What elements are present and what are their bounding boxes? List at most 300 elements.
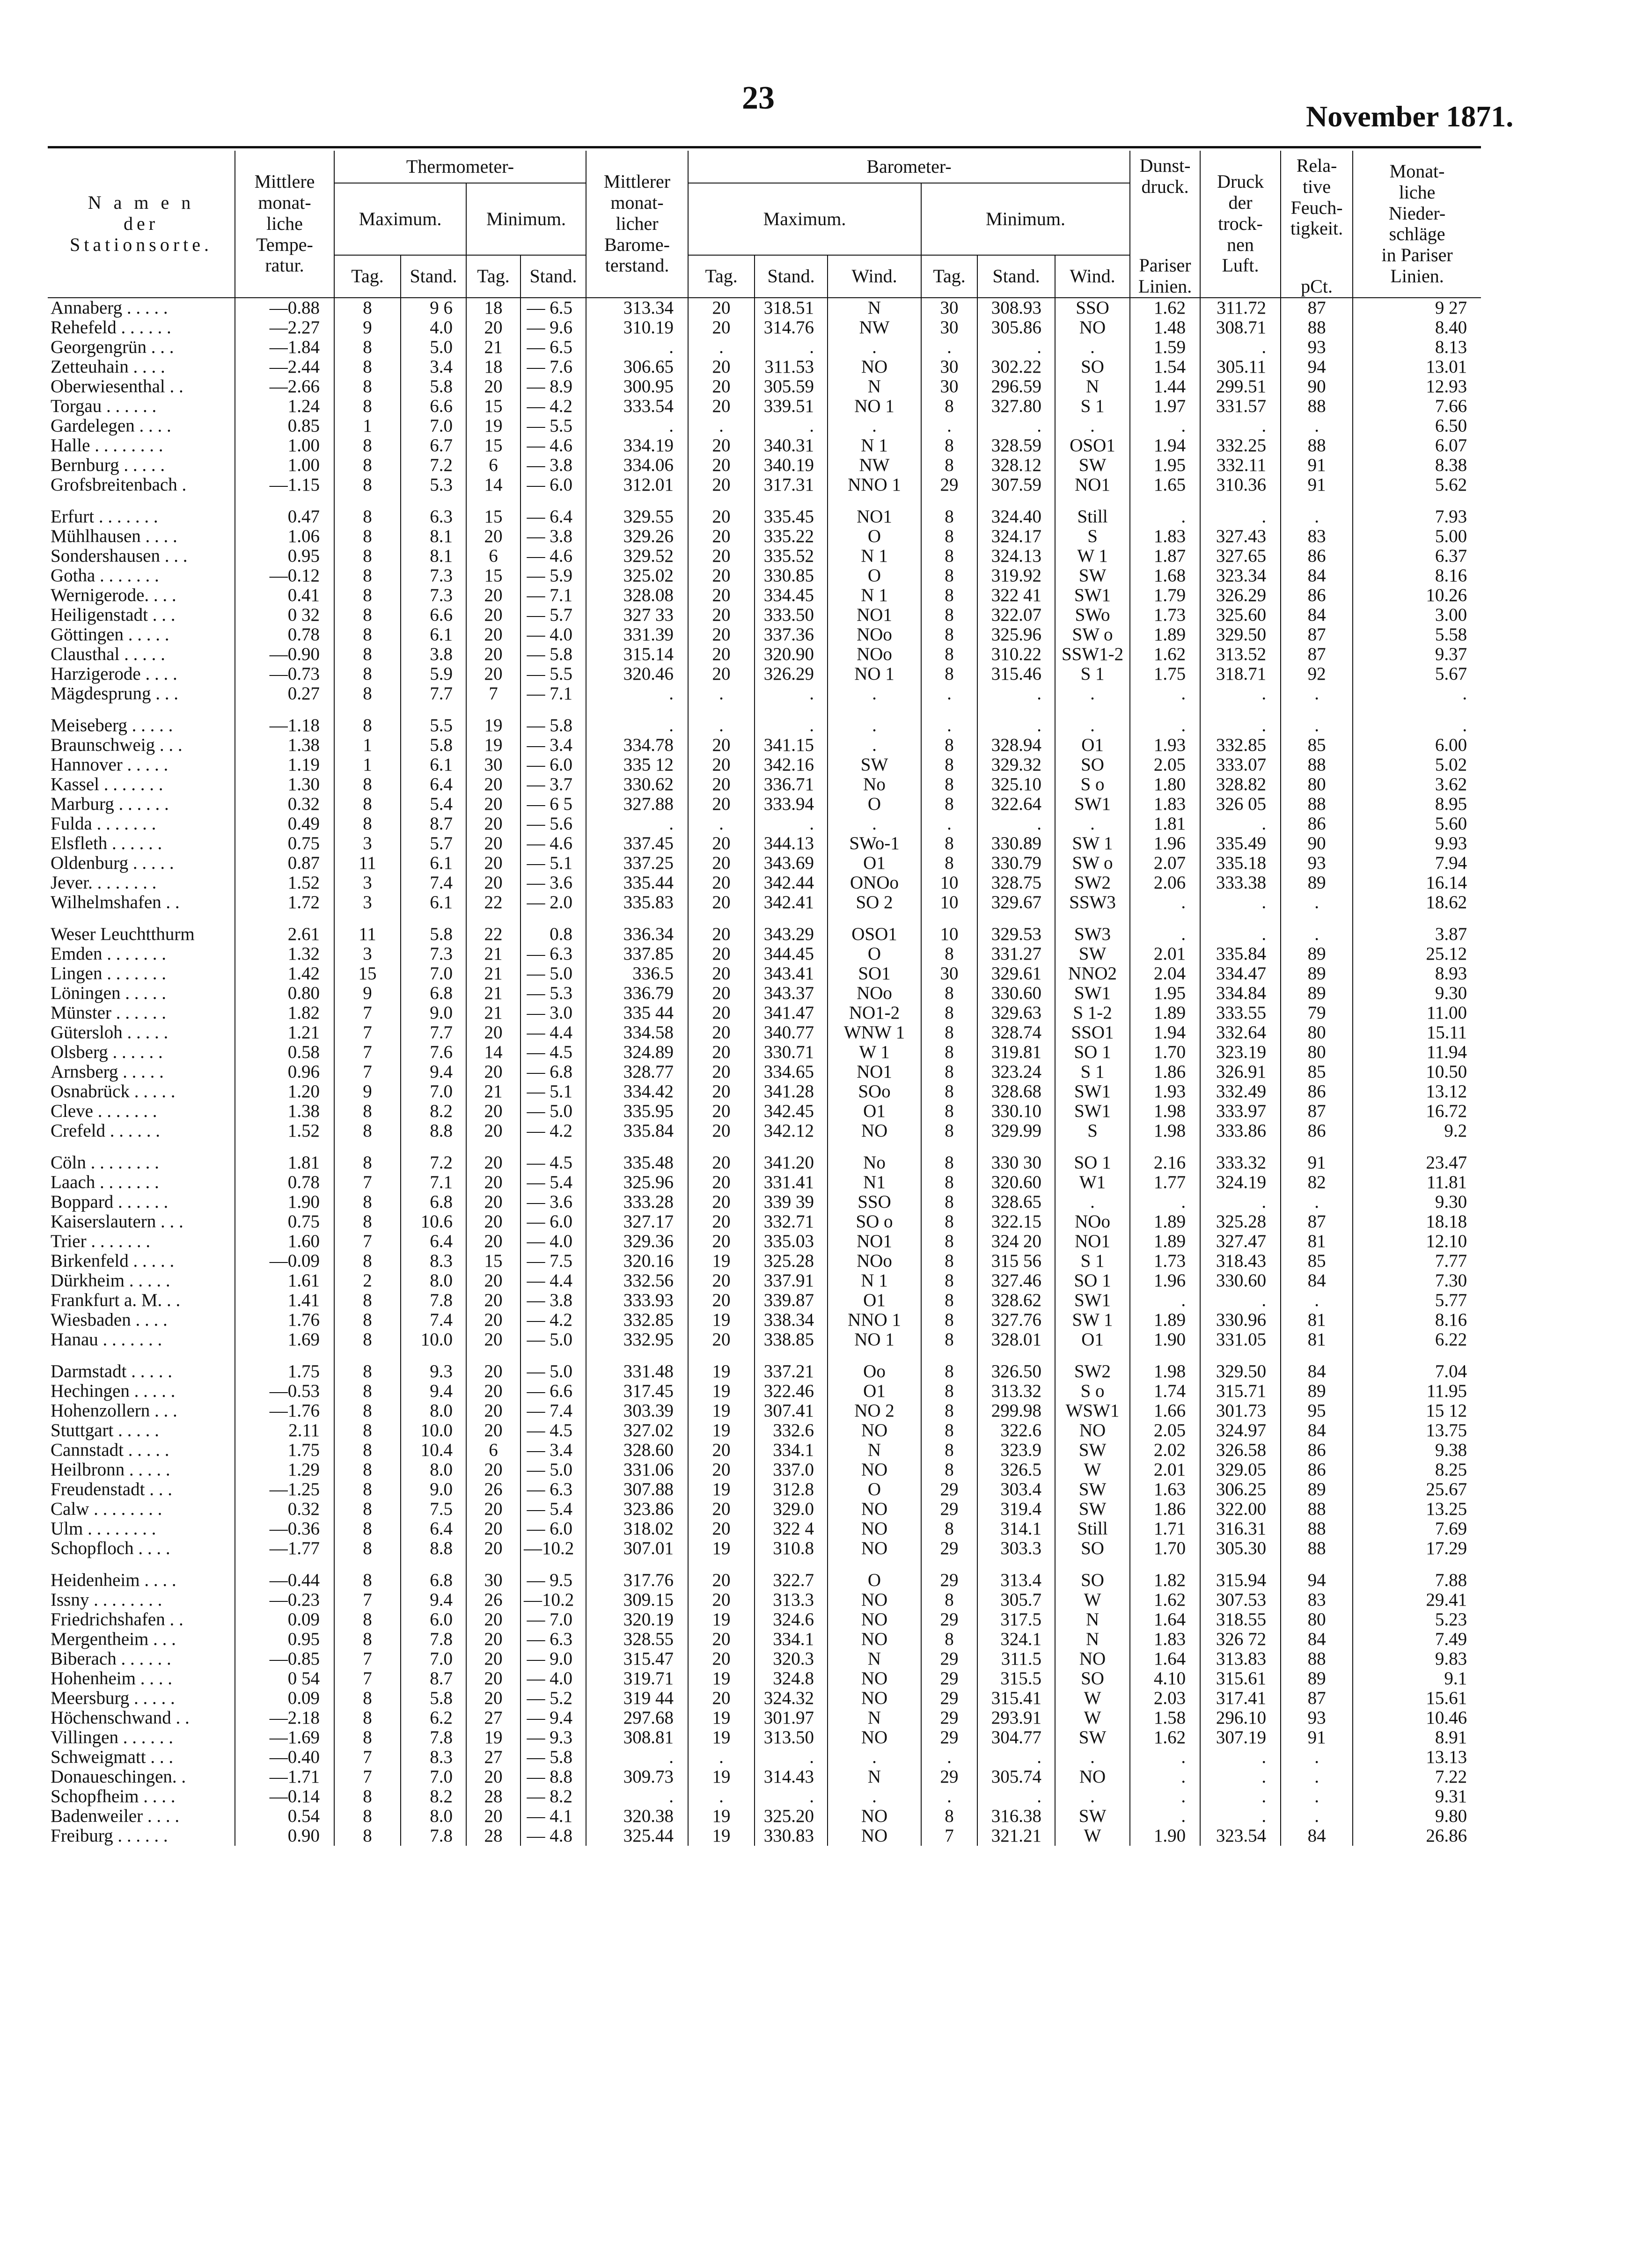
table-cell: 8: [921, 1121, 977, 1141]
table-cell: 306.25: [1200, 1480, 1281, 1499]
header-dry-pressure-label: Druck der trock- nen Luft.: [1217, 171, 1264, 276]
table-cell: .: [828, 814, 921, 834]
table-cell: O: [828, 1571, 921, 1590]
table-cell: — 5.1: [520, 1082, 586, 1101]
table-cell: 327.65: [1200, 546, 1281, 566]
table-cell: 0.32: [235, 794, 334, 814]
table-cell: SWo-1: [828, 834, 921, 853]
station-name: Jever. . . . . . . .: [51, 873, 157, 893]
table-row: [48, 1192, 1481, 1212]
table-cell: ONOo: [828, 873, 921, 893]
table-cell: 328.59: [977, 436, 1055, 455]
spacer-cell: [1055, 1558, 1130, 1571]
table-cell: NO 1: [828, 664, 921, 684]
table-cell: 341.28: [755, 1082, 828, 1101]
table-cell: No: [828, 775, 921, 794]
table-cell: .: [1200, 338, 1281, 357]
table-cell: SW: [1055, 1440, 1130, 1460]
table-cell: 6.8: [401, 1192, 466, 1212]
table-row: [48, 357, 1481, 377]
table-cell: 20: [466, 377, 520, 396]
station-name: Erfurt . . . . . . .: [51, 506, 158, 527]
table-cell: 20: [688, 873, 755, 893]
table-row: [48, 396, 1481, 416]
station-name: Zetteuhain . . . .: [51, 357, 165, 377]
table-cell: 1.71: [1130, 1519, 1200, 1539]
table-cell: 319.4: [977, 1499, 1055, 1519]
table-cell: 7.7: [401, 1023, 466, 1042]
table-cell: 1.93: [1130, 1082, 1200, 1101]
table-cell: 20: [688, 625, 755, 645]
table-cell: 8: [921, 1460, 977, 1480]
table-cell: 20: [688, 1271, 755, 1291]
table-cell: — 5.4: [520, 1499, 586, 1519]
table-cell: — 6.5: [520, 298, 586, 318]
table-cell: 339.87: [755, 1291, 828, 1310]
table-cell: .: [1200, 1747, 1281, 1767]
table-cell: 1.89: [1130, 1003, 1200, 1023]
table-cell: 320.90: [755, 645, 828, 664]
table-cell: .: [1130, 1291, 1200, 1310]
table-cell: 2.02: [1130, 1440, 1200, 1460]
table-cell: 335.48: [586, 1153, 688, 1173]
table-cell: — 7.1: [520, 684, 586, 704]
header-thermo-min-label: Minimum.: [486, 208, 566, 229]
table-cell: 9.0: [401, 1003, 466, 1023]
table-cell: 333.93: [586, 1291, 688, 1310]
table-cell: .: [921, 416, 977, 436]
table-cell: — 7.6: [520, 357, 586, 377]
table-cell: 20: [466, 527, 520, 546]
table-cell: 20: [688, 893, 755, 912]
table-row: [48, 1062, 1481, 1082]
table-cell: 8: [334, 455, 401, 475]
table-cell: 1.69: [235, 1330, 334, 1350]
table-cell: 8: [921, 527, 977, 546]
table-cell: 309.15: [586, 1590, 688, 1610]
table-cell: 324.17: [977, 527, 1055, 546]
table-cell: 323.24: [977, 1062, 1055, 1082]
table-cell: 14: [466, 1042, 520, 1062]
table-cell: 337.25: [586, 853, 688, 873]
table-cell: 323.19: [1200, 1042, 1281, 1062]
table-cell: 8: [921, 853, 977, 873]
header-station-label: N a m e n der Stationsorte.: [69, 192, 213, 255]
spacer-cell: [1353, 495, 1481, 507]
header-thermometer-label: Thermometer-: [406, 155, 514, 177]
spacer-cell: [1281, 704, 1353, 716]
table-cell: 20: [688, 475, 755, 495]
table-cell: — 6.0: [520, 755, 586, 775]
table-cell: — 3.6: [520, 873, 586, 893]
station-name: Torgau . . . . . .: [51, 396, 157, 416]
table-cell: 0.09: [235, 1688, 334, 1708]
table-cell: 85: [1281, 735, 1353, 755]
table-cell: 1.64: [1130, 1610, 1200, 1629]
table-cell: 8: [921, 1042, 977, 1062]
table-cell: 311.53: [755, 357, 828, 377]
table-cell: 343.41: [755, 964, 828, 984]
table-cell: 6.22: [1353, 1330, 1481, 1350]
table-cell: 320.16: [586, 1251, 688, 1271]
table-cell: 29: [921, 1728, 977, 1747]
table-cell: O1: [1055, 1330, 1130, 1350]
table-cell: OSO1: [1055, 436, 1130, 455]
table-cell: 30: [921, 964, 977, 984]
table-cell: SSO1: [1055, 1023, 1130, 1042]
table-cell: NW: [828, 455, 921, 475]
table-row: [48, 475, 1481, 495]
table-cell: 8.0: [401, 1460, 466, 1480]
station-name: Annaberg . . . . .: [51, 297, 168, 318]
table-cell: 1.48: [1130, 318, 1200, 338]
table-cell: 329.26: [586, 527, 688, 546]
table-row: [48, 1401, 1481, 1421]
table-cell: 8: [334, 298, 401, 318]
table-cell: 322.64: [977, 794, 1055, 814]
table-cell: 1.30: [235, 775, 334, 794]
station-name: Osnabrück . . . . .: [51, 1081, 176, 1101]
table-row: [48, 1003, 1481, 1023]
table-cell: 326 05: [1200, 794, 1281, 814]
table-cell: 20: [466, 1381, 520, 1401]
table-row: [48, 1480, 1481, 1499]
spacer-cell: [1200, 704, 1281, 716]
spacer-cell: [977, 1558, 1055, 1571]
table-cell: .: [1130, 684, 1200, 704]
table-cell: 330.89: [977, 834, 1055, 853]
table-cell: 3.62: [1353, 775, 1481, 794]
table-cell: 22: [466, 893, 520, 912]
table-cell: 8.1: [401, 527, 466, 546]
table-cell: 1.73: [1130, 1251, 1200, 1271]
station-name: Wiesbaden . . . .: [51, 1310, 168, 1330]
table-cell: 8: [334, 1688, 401, 1708]
table-cell: N: [1055, 377, 1130, 396]
table-row: [48, 1519, 1481, 1539]
table-cell: — 4.0: [520, 1232, 586, 1251]
table-cell: 1.00: [235, 455, 334, 475]
table-cell: .: [1055, 814, 1130, 834]
table-cell: 344.45: [755, 944, 828, 964]
table-cell: 326.50: [977, 1362, 1055, 1381]
table-cell: 20: [688, 546, 755, 566]
table-cell: 336.5: [586, 964, 688, 984]
table-cell: .: [1130, 893, 1200, 912]
table-cell: 1.94: [1130, 1023, 1200, 1042]
table-cell: 20: [466, 1421, 520, 1440]
table-cell: 8: [921, 1381, 977, 1401]
table-cell: 343.29: [755, 925, 828, 944]
table-cell: 20: [688, 1232, 755, 1251]
table-cell: 313.32: [977, 1381, 1055, 1401]
table-cell: 1.62: [1130, 298, 1200, 318]
table-cell: 305.7: [977, 1590, 1055, 1610]
table-cell: 330.85: [755, 566, 828, 586]
table-cell: OSO1: [828, 925, 921, 944]
table-cell: O: [828, 527, 921, 546]
table-cell: .: [586, 814, 688, 834]
table-cell: 3.87: [1353, 925, 1481, 944]
table-cell: 29: [921, 475, 977, 495]
table-cell: 327.88: [586, 794, 688, 814]
table-cell: 1.38: [235, 735, 334, 755]
station-name: Hechingen . . . . .: [51, 1381, 176, 1401]
header-precip-label: Monat- liche Nieder- schläge in Pariser Linien.: [1381, 160, 1453, 286]
spacer-cell: [688, 1350, 755, 1362]
spacer-cell: [466, 495, 520, 507]
table-cell: .: [1281, 925, 1353, 944]
header-mean-temp: [235, 151, 334, 298]
table-cell: 8.13: [1353, 338, 1481, 357]
table-cell: W: [1055, 1708, 1130, 1728]
table-cell: .: [977, 1787, 1055, 1806]
table-cell: .: [1353, 716, 1481, 735]
table-cell: — 4.5: [520, 1421, 586, 1440]
table-row: [48, 1082, 1481, 1101]
table-cell: 325.02: [586, 566, 688, 586]
table-cell: — 4.4: [520, 1023, 586, 1042]
table-cell: NOo: [828, 1251, 921, 1271]
spacer-cell: [688, 495, 755, 507]
table-cell: 7.0: [401, 1649, 466, 1669]
station-name: Cleve . . . . . . .: [51, 1101, 157, 1121]
table-cell: — 9.4: [520, 1708, 586, 1728]
table-cell: 334.1: [755, 1440, 828, 1460]
table-cell: 79: [1281, 1003, 1353, 1023]
table-cell: 9.30: [1353, 1192, 1481, 1212]
table-cell: .: [921, 338, 977, 357]
table-cell: .: [1200, 925, 1281, 944]
table-cell: 305.11: [1200, 357, 1281, 377]
table-cell: S: [1055, 527, 1130, 546]
table-cell: 7.93: [1353, 507, 1481, 527]
table-cell: N 1: [828, 436, 921, 455]
table-cell: 7.0: [401, 416, 466, 436]
header-baro-min: [921, 183, 1130, 255]
table-cell: 325.28: [1200, 1212, 1281, 1232]
table-cell: 9.93: [1353, 834, 1481, 853]
table-cell: 8: [334, 716, 401, 735]
table-cell: .: [586, 338, 688, 357]
table-cell: 20: [688, 944, 755, 964]
table-cell: 20: [688, 1101, 755, 1121]
station-name: Gotha . . . . . . .: [51, 565, 159, 586]
table-cell: 0.78: [235, 625, 334, 645]
table-cell: 1.97: [1130, 396, 1200, 416]
table-cell: 20: [466, 625, 520, 645]
table-cell: 1.44: [1130, 377, 1200, 396]
table-cell: 2.05: [1130, 755, 1200, 775]
table-cell: NO: [828, 1610, 921, 1629]
table-cell: S 1: [1055, 1251, 1130, 1271]
table-cell: 8.40: [1353, 318, 1481, 338]
spacer-cell: [1353, 704, 1481, 716]
table-cell: —0.09: [235, 1251, 334, 1271]
station-name: Heilbronn . . . . .: [51, 1460, 170, 1480]
table-cell: 314.43: [755, 1767, 828, 1787]
spacer-cell: [921, 1350, 977, 1362]
table-cell: 80: [1281, 1042, 1353, 1062]
table-cell: — 6.4: [520, 507, 586, 527]
spacer-cell: [520, 704, 586, 716]
table-cell: 9: [334, 318, 401, 338]
table-cell: — 4.6: [520, 436, 586, 455]
spacer-cell: [520, 1141, 586, 1153]
table-cell: .: [1055, 416, 1130, 436]
table-cell: 9.4: [401, 1062, 466, 1082]
table-cell: 2.03: [1130, 1688, 1200, 1708]
table-row: [48, 338, 1481, 357]
table-cell: 313.3: [755, 1590, 828, 1610]
table-cell: 20: [466, 775, 520, 794]
table-row: [48, 1728, 1481, 1747]
table-cell: .: [688, 416, 755, 436]
table-cell: 332.85: [586, 1310, 688, 1330]
table-cell: 29: [921, 1571, 977, 1590]
table-row: [48, 1747, 1481, 1767]
table-cell: 7.69: [1353, 1519, 1481, 1539]
table-cell: — 4.2: [520, 396, 586, 416]
table-cell: —1.77: [235, 1539, 334, 1558]
table-cell: 20: [688, 853, 755, 873]
table-cell: 29.41: [1353, 1590, 1481, 1610]
spacer-cell: [48, 1558, 235, 1571]
spacer-cell: [1200, 1141, 1281, 1153]
table-cell: 20: [688, 964, 755, 984]
table-cell: .: [921, 684, 977, 704]
table-row: [48, 1310, 1481, 1330]
table-cell: 8: [334, 1291, 401, 1310]
header-wind: Wind.: [828, 255, 921, 298]
table-cell: 308.81: [586, 1728, 688, 1747]
table-cell: 20: [466, 645, 520, 664]
table-cell: 84: [1281, 1826, 1353, 1846]
table-cell: 308.93: [977, 298, 1055, 318]
station-name: Clausthal . . . . .: [51, 644, 165, 664]
station-name: Cannstadt . . . . .: [51, 1440, 169, 1460]
station-name: Sondershausen . . .: [51, 546, 188, 566]
table-cell: 5.58: [1353, 625, 1481, 645]
table-row: [48, 794, 1481, 814]
table-cell: 325.96: [977, 625, 1055, 645]
table-cell: 20: [466, 1212, 520, 1232]
table-cell: 2.05: [1130, 1421, 1200, 1440]
table-cell: 315.14: [586, 645, 688, 664]
table-cell: N 1: [828, 586, 921, 605]
spacer-cell: [921, 495, 977, 507]
spacer-cell: [520, 1350, 586, 1362]
table-cell: 87: [1281, 1212, 1353, 1232]
table-cell: 336.71: [755, 775, 828, 794]
spacer-cell: [755, 912, 828, 925]
spacer-cell: [1055, 912, 1130, 925]
table-cell: 8: [921, 566, 977, 586]
table-cell: 324.89: [586, 1042, 688, 1062]
header-station: [48, 151, 235, 298]
table-cell: — 5.2: [520, 1688, 586, 1708]
table-cell: 336.34: [586, 925, 688, 944]
table-cell: 6.00: [1353, 735, 1481, 755]
table-cell: 8: [921, 1082, 977, 1101]
table-cell: .: [755, 338, 828, 357]
table-cell: 8.8: [401, 1121, 466, 1141]
table-cell: 88: [1281, 1649, 1353, 1669]
table-cell: 20: [688, 396, 755, 416]
table-cell: 20: [466, 1629, 520, 1649]
table-cell: 330.83: [755, 1826, 828, 1846]
table-cell: 5.9: [401, 664, 466, 684]
table-cell: 26: [466, 1480, 520, 1499]
table-cell: — 7.4: [520, 1401, 586, 1421]
table-cell: 305.30: [1200, 1539, 1281, 1558]
spacer-cell: [977, 1141, 1055, 1153]
table-cell: 8: [921, 625, 977, 645]
table-cell: SOo: [828, 1082, 921, 1101]
table-cell: 29: [921, 1610, 977, 1629]
station-name: Crefeld . . . . . .: [51, 1121, 160, 1141]
table-cell: .: [586, 1787, 688, 1806]
table-cell: 7: [334, 1669, 401, 1688]
table-cell: SSW1-2: [1055, 645, 1130, 664]
table-cell: 20: [466, 1610, 520, 1629]
table-cell: 315 56: [977, 1251, 1055, 1271]
table-cell: 1.86: [1130, 1499, 1200, 1519]
table-cell: 318.43: [1200, 1251, 1281, 1271]
table-cell: WSW1: [1055, 1401, 1130, 1421]
table-cell: NO: [1055, 1767, 1130, 1787]
table-row: [48, 1688, 1481, 1708]
table-cell: 317.41: [1200, 1688, 1281, 1708]
spacer-cell: [235, 1141, 334, 1153]
table-cell: 89: [1281, 964, 1353, 984]
table-cell: 28: [466, 1826, 520, 1846]
table-cell: 5.02: [1353, 755, 1481, 775]
table-cell: SW o: [1055, 853, 1130, 873]
spacer-cell: [755, 1350, 828, 1362]
table-cell: 7: [334, 1767, 401, 1787]
table-cell: NO1: [828, 507, 921, 527]
station-name: Badenweiler . . . .: [51, 1806, 180, 1826]
table-cell: 8: [334, 1310, 401, 1330]
spacer-cell: [828, 704, 921, 716]
table-cell: 330.62: [586, 775, 688, 794]
table-cell: 342.44: [755, 873, 828, 893]
table-cell: 312.8: [755, 1480, 828, 1499]
table-cell: SO 2: [828, 893, 921, 912]
spacer-cell: [520, 495, 586, 507]
table-cell: 19: [466, 716, 520, 735]
table-cell: 6.2: [401, 1708, 466, 1728]
table-row: [48, 853, 1481, 873]
table-cell: — 4.6: [520, 546, 586, 566]
table-cell: 0.90: [235, 1826, 334, 1846]
table-cell: 305.86: [977, 318, 1055, 338]
table-cell: 330 30: [977, 1153, 1055, 1173]
table-cell: 19: [466, 1728, 520, 1747]
table-cell: 19: [688, 1421, 755, 1440]
table-cell: 13.12: [1353, 1082, 1481, 1101]
table-cell: 20: [688, 1629, 755, 1649]
table-cell: 331.39: [586, 625, 688, 645]
spacer-cell: [828, 495, 921, 507]
table-cell: .: [1281, 1291, 1353, 1310]
spacer-cell: [334, 1558, 401, 1571]
table-cell: 22: [466, 925, 520, 944]
table-cell: SW1: [1055, 1101, 1130, 1121]
table-cell: 6.4: [401, 775, 466, 794]
table-cell: 8: [921, 775, 977, 794]
